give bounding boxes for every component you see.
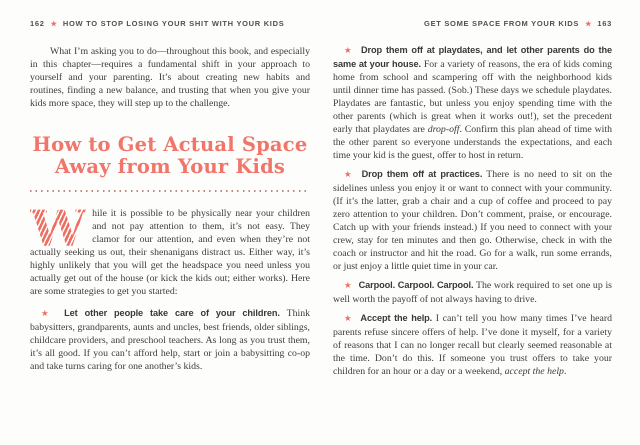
running-head-left bbox=[30, 19, 310, 28]
dropcap-letter: W bbox=[30, 207, 92, 246]
page-number-right: 163 bbox=[597, 19, 612, 28]
bullet-lead: Accept the help. bbox=[360, 313, 433, 323]
star-bullet-icon: ★ bbox=[344, 281, 352, 291]
star-bullet-icon: ★ bbox=[344, 170, 354, 180]
bullet-lead: Let other people take care of your children. bbox=[64, 308, 280, 318]
bullet-text-italic: accept the help bbox=[504, 366, 564, 377]
bullet-text: The work required to set one up is well worth the payoff of not always having to drive. bbox=[333, 280, 612, 305]
dotted-divider bbox=[30, 190, 310, 192]
bullet-text: For a variety of reasons, the era of kids coming home from school and scampering off with the neighborhood kids until dinner time has passed. (Sob.) These days we schedule playdates. Playdates are fantastic, but unless you enjoy spending time with the other parents (which is great when it works out!), set the precedent early that playdates are bbox=[333, 59, 613, 135]
bullet-text: . bbox=[563, 366, 567, 377]
chapter-title-line1: How to Get Actual Space bbox=[32, 133, 308, 156]
bullet-practices bbox=[333, 168, 612, 273]
running-head-title-left: HOW TO STOP LOSING YOUR SHIT WITH YOUR KIDS bbox=[62, 19, 285, 28]
page-right bbox=[320, 0, 640, 445]
running-head-right bbox=[333, 19, 612, 28]
bullet-text: . Confirm this plan ahead of time with the other parent so everyone understands the expectations, and each time your kid is the guest, offer to host in return. bbox=[333, 124, 612, 161]
bullet-lead: Drop them off at playdates, and let other parents do the same at your house. bbox=[333, 45, 613, 69]
running-head-title-right: GET SOME SPACE FROM YOUR KIDS bbox=[424, 19, 580, 28]
star-bullet-icon: ★ bbox=[344, 46, 354, 56]
intro-paragraph: What I’m asking you to do—throughout this book, and especially in this chapter—requires a fundamental shift in your approach to yourself and your parenting. It’s about creating new habits and routines, finding a new balance, and trusting that when you give your kids more space, they will step up to the challenge. bbox=[30, 46, 310, 109]
chapter-title bbox=[30, 134, 310, 177]
opening-paragraph bbox=[30, 199, 310, 298]
star-icon: ★ bbox=[50, 20, 57, 28]
bullet-carpool bbox=[333, 279, 612, 306]
bullet-let-other-people bbox=[30, 307, 310, 373]
bullet-text: There is no need to sit on the sidelines unless you enjoy it or want to connect with your community. (If it’s the latter, grab a chair and a cup of coffee and proceed to pay zero attention to your children. Don’t comment, praise, or encourage. Catch up with your friends instead.) If you need to connect with your crew, stay for ten minutes and then go. Otherwise, check in with the coach or instructor and hit the road. Go for a walk, run some errands, or just enjoy a little quiet time in your car. bbox=[333, 169, 612, 272]
bullet-accept-help bbox=[333, 312, 612, 378]
chapter-title-line2: Away from Your Kids bbox=[54, 154, 286, 178]
star-bullet-icon: ★ bbox=[344, 314, 353, 324]
opening-paragraph-text: hile it is possible to be physically near your children and not pay attention to them, it’s not easy. They clamor for our attention, and even when they’re not actually seeking us out, their shenanigans distract us. Either way, it’s highly unlikely that you will get the headspace you need unless you actually get out of the house (or kick the kids out; either works). Here are some strategies to get you started: bbox=[30, 208, 310, 297]
star-bullet-icon: ★ bbox=[41, 309, 54, 319]
bullet-text: Think babysitters, grandparents, aunts and uncles, best friends, older siblings, childcare providers, and preschool teachers. As long as you trust them, it’s all good. If you can’t afford help, start or join a babysitting co-op and take turns caring for one another’s kids. bbox=[30, 308, 310, 372]
bullet-text-italic: drop-off bbox=[427, 124, 460, 135]
bullet-lead: Drop them off at practices. bbox=[361, 169, 483, 179]
page-number-left: 162 bbox=[30, 19, 45, 28]
bullet-text: I can’t tell you how many times I’ve heard parents refuse sincere offers of help. I’ve done it myself, for a variety of reasons that I can no longer recall but clearly seemed reasonable at the time. Don’t do this. If someone you trust offers to take your children for an hour or a day or a weekend, bbox=[333, 313, 612, 377]
bullet-playdates bbox=[333, 44, 612, 162]
bullet-list bbox=[333, 44, 612, 378]
star-icon: ★ bbox=[585, 20, 592, 28]
bullet-lead: Carpool. Carpool. Carpool. bbox=[358, 280, 474, 290]
